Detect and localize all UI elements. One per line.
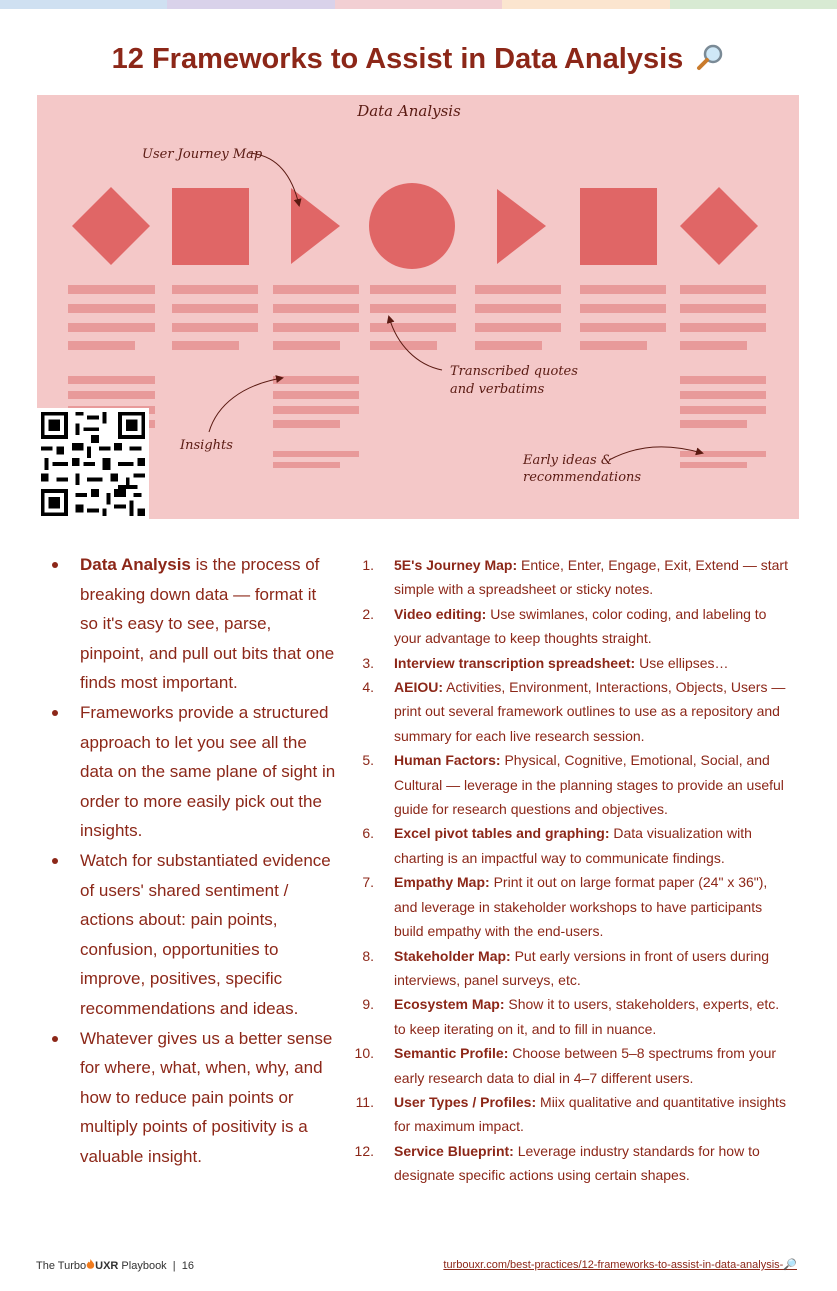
text-bars-column bbox=[475, 285, 561, 350]
framework-item bbox=[352, 944, 792, 993]
bullet-item bbox=[46, 550, 336, 698]
framework-item bbox=[352, 821, 792, 870]
framework-number: 9. bbox=[362, 996, 374, 1013]
diamond-shape bbox=[72, 187, 150, 265]
framework-description: Use swimlanes, color coding, and labeling to your advantage to keep thoughts straight. bbox=[394, 605, 767, 647]
early-ideas-annotation-line1: Early ideas & bbox=[523, 453, 613, 468]
framework-item bbox=[352, 1041, 792, 1090]
bullet-text: Whatever gives us a better sense for where, what, when, why, and how to reduce pain points or multiply points of positivity is a valuable insight. bbox=[80, 1028, 333, 1166]
quotes-annotation-line1: Transcribed quotes bbox=[450, 364, 578, 379]
framework-description: Entice, Enter, Engage, Exit, Extend — start simple with a spreadsheet or sticky notes. bbox=[394, 557, 788, 598]
framework-number: 4. bbox=[362, 679, 374, 696]
text-bars-column bbox=[172, 285, 258, 350]
diagram-heading: Data Analysis bbox=[357, 102, 461, 120]
framework-description: Put early versions in front of users during interviews, panel surveys, etc. bbox=[394, 947, 770, 988]
bullet-item bbox=[46, 846, 336, 1024]
framework-description: Miix qualitative and quantitative insights for maximum impact. bbox=[394, 1093, 786, 1135]
top-bar-segment bbox=[167, 0, 334, 9]
framework-number: 8. bbox=[362, 947, 374, 964]
quotes-annotation-line2: and verbatims bbox=[450, 382, 545, 397]
journey-map-annotation: User Journey Map bbox=[142, 147, 263, 162]
framework-name: Service Blueprint: bbox=[394, 1142, 514, 1159]
summary-bullets bbox=[46, 550, 336, 1171]
framework-item bbox=[352, 748, 792, 821]
framework-name: AEIOU: bbox=[394, 679, 443, 696]
framework-item bbox=[352, 675, 792, 748]
framework-name: Semantic Profile: bbox=[394, 1045, 509, 1062]
qr-code[interactable] bbox=[37, 408, 149, 520]
framework-description: Show it to users, stakeholders, experts, etc. to keep iterating on it, and to fill in nuance. bbox=[394, 996, 780, 1037]
insights-annotation: Insights bbox=[180, 438, 233, 453]
page-title-text: 12 Frameworks to Assist in Data Analysis bbox=[111, 43, 684, 75]
framework-description: Data visualization with charting is an impactful way to communicate findings. bbox=[394, 825, 752, 866]
fire-icon bbox=[86, 1259, 95, 1270]
qr-code-graphic bbox=[37, 408, 149, 520]
square-shape bbox=[580, 188, 657, 265]
footer-brand-prefix: The Turbo bbox=[36, 1260, 87, 1272]
framework-number: 10. bbox=[354, 1045, 374, 1062]
framework-name: User Types / Profiles: bbox=[394, 1093, 537, 1110]
triangle-shape bbox=[497, 189, 546, 264]
framework-number: 2. bbox=[362, 605, 374, 622]
framework-name: Excel pivot tables and graphing: bbox=[394, 825, 610, 842]
circle-shape bbox=[369, 183, 455, 269]
top-bar-segment bbox=[335, 0, 502, 9]
bullet-dot bbox=[52, 562, 58, 568]
framework-description: Physical, Cognitive, Emotional, Social, and Cultural — leverage in the planning stages to provide an useful guide for research questions and objectives. bbox=[394, 752, 784, 818]
page-title bbox=[0, 42, 837, 76]
bullet-text: is the process of breaking down data — format it so it's easy to see, parse, pinpoint, and pull out bits that one finds most important. bbox=[80, 555, 335, 693]
footer-page-number: Playbook | 16 bbox=[118, 1260, 194, 1272]
framework-number: 11. bbox=[355, 1093, 374, 1110]
frameworks-list bbox=[352, 553, 792, 1188]
framework-description: Leverage industry standards for how to designate specific actions using certain shapes. bbox=[394, 1142, 760, 1184]
framework-number: 1. bbox=[362, 557, 374, 573]
bullet-dot bbox=[52, 1036, 58, 1042]
bullet-dot bbox=[52, 858, 58, 864]
framework-name: Empathy Map: bbox=[394, 874, 490, 891]
top-bar-segment bbox=[670, 0, 837, 9]
bullet-text: Frameworks provide a structured approach to let you see all the data on the same plane of sight in order to more easily pick out the insights. bbox=[80, 702, 336, 841]
framework-item bbox=[352, 602, 792, 651]
text-bars-column bbox=[370, 285, 456, 350]
text-bars-column bbox=[273, 285, 359, 468]
magnifying-glass-icon bbox=[695, 42, 725, 72]
top-bar-segment bbox=[502, 0, 669, 9]
framework-number: 7. bbox=[362, 874, 374, 891]
framework-item bbox=[352, 651, 792, 675]
framework-number: 12. bbox=[354, 1142, 374, 1159]
framework-description: Activities, Environment, Interactions, Objects, Users — print out several framework outlines to use as a repository and summary for each live research session. bbox=[394, 679, 786, 744]
framework-item bbox=[352, 1139, 792, 1188]
framework-name: Interview transcription spreadsheet: bbox=[394, 654, 636, 671]
text-bars-column bbox=[580, 285, 666, 350]
footer-link[interactable]: turbouxr.com/best-practices/12-frameworks-to-assist-in-data-analysis-🔎 bbox=[443, 1259, 797, 1271]
framework-item bbox=[352, 992, 792, 1041]
square-shape bbox=[172, 188, 249, 265]
annotation-arrow bbox=[209, 378, 282, 432]
framework-name: Video editing: bbox=[394, 605, 487, 622]
data-analysis-diagram bbox=[37, 95, 799, 519]
early-ideas-annotation-line2: recommendations bbox=[523, 470, 642, 485]
top-bar-segment bbox=[0, 0, 167, 9]
framework-item bbox=[352, 1090, 792, 1139]
bullet-item bbox=[46, 698, 336, 846]
footer-brand-bold: UXR bbox=[95, 1260, 119, 1272]
top-color-bar bbox=[0, 0, 837, 9]
bullet-item bbox=[46, 1024, 336, 1172]
framework-number: 5. bbox=[362, 752, 374, 769]
diagram-canvas bbox=[37, 95, 799, 519]
framework-number: 6. bbox=[362, 825, 374, 842]
framework-description: Print it out on large format paper (24" x 36"), and leverage in stakeholder workshops to have participants build empathy with the end-users. bbox=[394, 874, 768, 940]
framework-number: 3. bbox=[362, 654, 374, 671]
text-bars-column bbox=[68, 285, 155, 428]
triangle-shape bbox=[291, 188, 340, 264]
bullet-text: Watch for substantiated evidence of users' shared sentiment / actions about: pain points, confusion, opportunities to improve, positives, specific recommendations and ideas. bbox=[80, 850, 331, 1018]
bullet-dot bbox=[52, 710, 58, 716]
diamond-shape bbox=[680, 187, 758, 265]
framework-description: Use ellipses… bbox=[635, 654, 729, 671]
framework-name: Ecosystem Map: bbox=[394, 996, 505, 1013]
text-bars-column bbox=[680, 285, 766, 468]
framework-name: Human Factors: bbox=[394, 752, 501, 769]
framework-description: Choose between 5–8 spectrums from your early research data to dial in 4–7 different users. bbox=[394, 1045, 777, 1086]
footer-brand bbox=[36, 1259, 194, 1272]
framework-name: Stakeholder Map: bbox=[394, 947, 511, 964]
framework-item bbox=[352, 553, 792, 602]
framework-name: 5E's Journey Map: bbox=[394, 557, 518, 573]
bullet-bold: Data Analysis bbox=[80, 555, 191, 574]
framework-item bbox=[352, 870, 792, 943]
